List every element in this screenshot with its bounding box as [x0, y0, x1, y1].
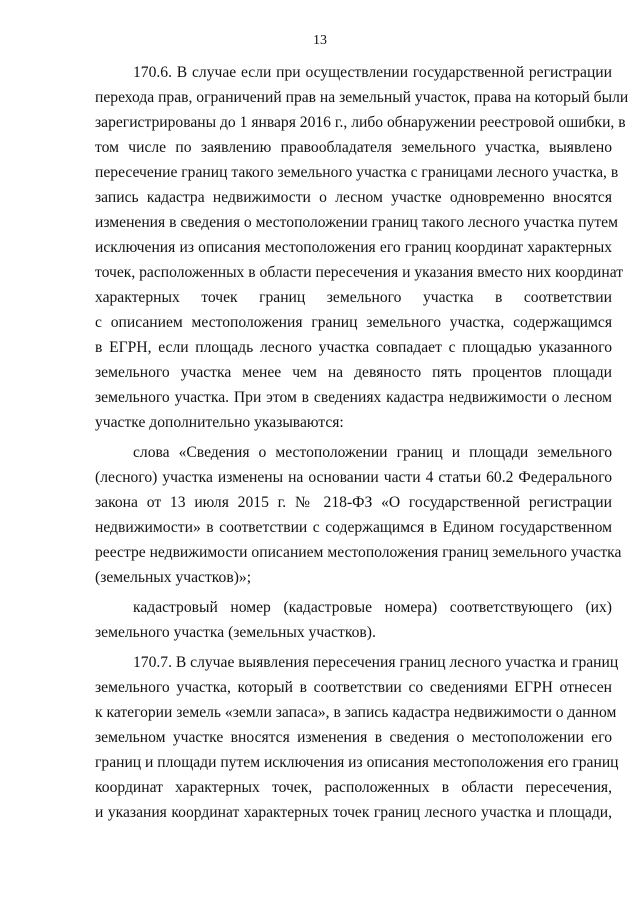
- text-line: исключения из описания местоположения его границ координат характерных: [95, 239, 612, 256]
- document-body: [95, 60, 629, 825]
- text-line: пересечение границ такого земельного участка с границами лесного участка, в: [95, 164, 619, 181]
- text-line: с описанием местоположения границ земельного участка, содержащимся: [95, 314, 612, 331]
- text-line: земельного участка, который в соответствии со сведениями ЕГРН отнесен: [95, 679, 612, 696]
- text-line: кадастровый номер (кадастровые номера) соответствующего (их): [133, 599, 612, 616]
- page-number: 13: [313, 33, 327, 48]
- text-line: закона от 13 июля 2015 г. № 218-ФЗ «О государственной регистрации: [95, 494, 612, 511]
- text-line: точек, расположенных в области пересечения и указания вместо них координат: [95, 264, 624, 281]
- paragraph-words: [95, 440, 622, 590]
- text-line: зарегистрированы до 1 января 2016 г., либо обнаружении реестровой ошибки, в: [95, 114, 626, 131]
- text-line: (лесного) участка изменены на основании части 4 статьи 60.2 Федерального: [95, 469, 612, 486]
- text-line: изменения в сведения о местоположении границ такого лесного участка путем: [95, 214, 618, 231]
- text-line: земельного участка (земельных участков).: [95, 624, 376, 641]
- text-line: реестре недвижимости описанием местоположения границ земельного участка: [95, 544, 622, 561]
- paragraph-170-6: [95, 60, 629, 435]
- text-line: слова «Сведения о местоположении границ и площади земельного: [133, 444, 612, 461]
- text-line: перехода прав, ограничений прав на земельный участок, права на который были: [95, 89, 629, 106]
- paragraph-170-7: [95, 650, 619, 825]
- text-line: земельного участка менее чем на девяносто пять процентов площади: [95, 364, 612, 381]
- text-line: (земельных участков)»;: [95, 569, 252, 586]
- text-line: земельном участке вносятся изменения в сведения о местоположении его: [95, 729, 612, 746]
- text-line: земельного участка. При этом в сведениях кадастра недвижимости о лесном: [95, 389, 612, 406]
- text-line: координат характерных точек, расположенных в области пересечения,: [95, 779, 612, 796]
- text-line: недвижимости» в соответствии с содержащимся в Едином государственном: [95, 519, 612, 536]
- text-line: и указания координат характерных точек границ лесного участка и площади,: [95, 804, 612, 821]
- text-line: участке дополнительно указываются:: [95, 414, 344, 431]
- paragraph-cadastral-number: [95, 595, 612, 645]
- text-line: том числе по заявлению правообладателя земельного участка, выявлено: [95, 139, 612, 156]
- text-line: 170.7. В случае выявления пересечения границ лесного участка и границ: [133, 654, 619, 671]
- text-line: в ЕГРН, если площадь лесного участка совпадает с площадью указанного: [95, 339, 612, 356]
- text-line: границ и площади путем исключения из описания местоположения его границ: [95, 754, 619, 771]
- text-line: к категории земель «земли запаса», в запись кадастра недвижимости о данном: [95, 704, 617, 721]
- text-line: характерных точек границ земельного участка в соответствии: [95, 289, 612, 306]
- text-line: запись кадастра недвижимости о лесном участке одновременно вносятся: [95, 189, 612, 206]
- text-line: 170.6. В случае если при осуществлении государственной регистрации: [133, 64, 612, 81]
